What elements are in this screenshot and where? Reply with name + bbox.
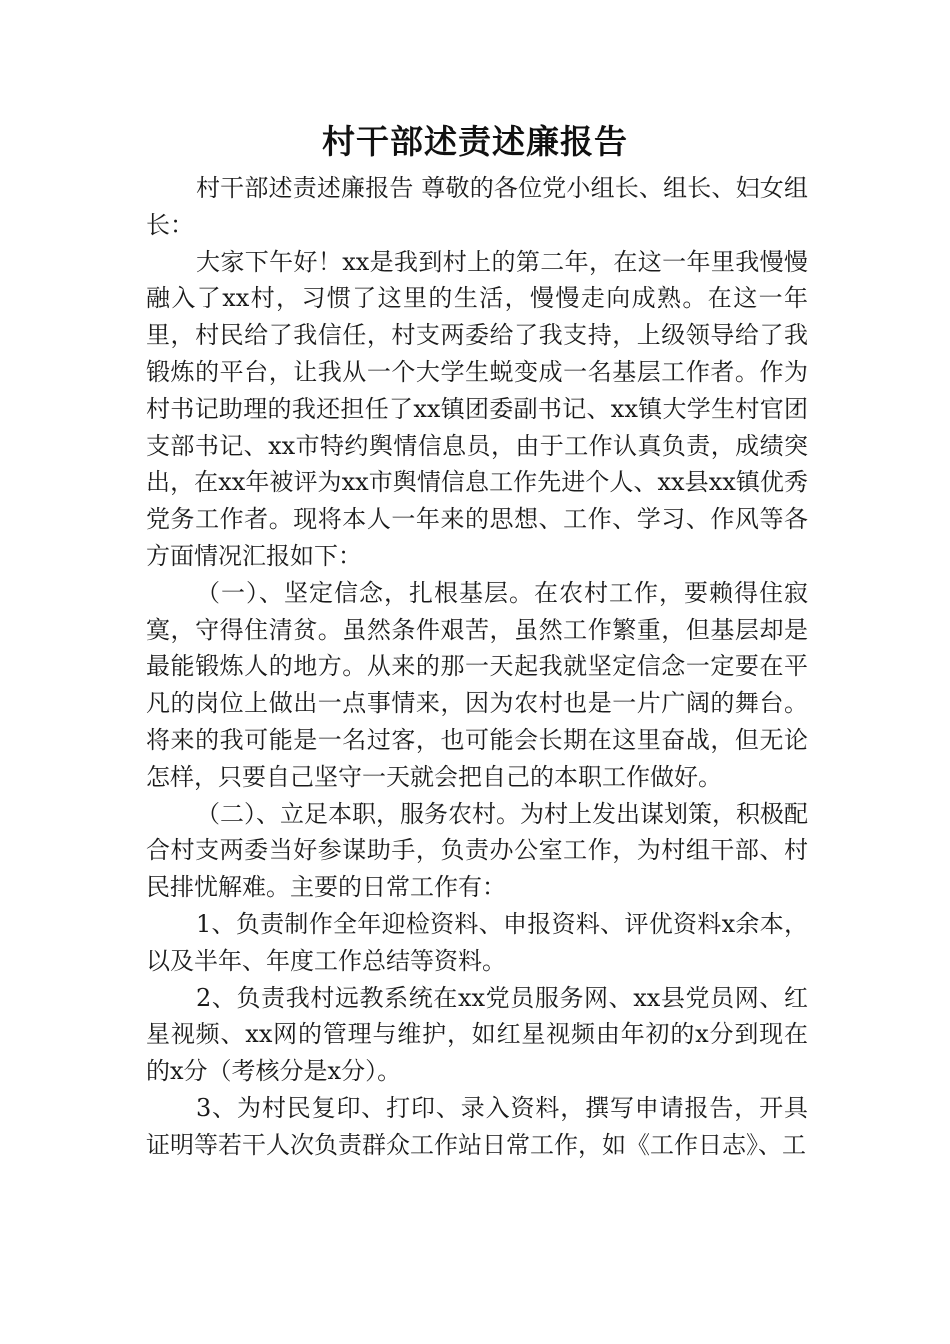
paragraph-item-1: 1、负责制作全年迎检资料、申报资料、评优资料x余本，以及半年、年度工作总结等资料。 — [146, 909, 808, 975]
paragraph-item-2: 2、负责我村远教系统在xx党员服务网、xx县党员网、红星视频、xx网的管理与维护，如红星视频由年初的x分到现在的x分（考核分是x分）。 — [146, 983, 808, 1086]
paragraph-section-two: （二）、立足本职，服务农村。为村上发出谋划策，积极配合村支两委当好参谋助手，负责办公室工作，为村组干部、村民排忧解难。主要的日常工作有： — [146, 799, 808, 902]
paragraph-greeting: 村干部述责述廉报告 尊敬的各位党小组长、组长、妇女组长： — [146, 174, 808, 239]
paragraph-item-3: 3、为村民复印、打印、录入资料，撰写申请报告，开具证明等若干人次负责群众工作站日常工作，如《工作日志》、工 — [146, 1093, 808, 1159]
paragraph-section-one: （一）、坚定信念，扎根基层。在农村工作，要赖得住寂寞，守得住清贫。虽然条件艰苦，虽然工作繁重，但基层却是最能锻炼人的地方。从来的那一天起我就坚定信念一定要在平凡的岗位上做出一点事情来，因为农村也是一片广阔的舞台。将来的我可能是一名过客，也可能会长期在这里奋战，但无论怎样，只要自己坚守一天就会把自己的本职工作做好。 — [146, 578, 808, 791]
document-body — [146, 170, 808, 1164]
document-title: 村干部述责述廉报告 — [322, 122, 628, 161]
paragraph-introduction: 大家下午好！xx是我到村上的第二年，在这一年里我慢慢融入了xx村，习惯了这里的生活，慢慢走向成熟。在这一年里，村民给了我信任，村支两委给了我支持，上级领导给了我锻炼的平台，让我从一个大学生蜕变成一名基层工作者。作为村书记助理的我还担任了xx镇团委副书记、xx镇大学生村官团支部书记、xx市特约舆情信息员，由于工作认真负责，成绩突出，在xx年被评为xx市舆情信息工作先进个人、xx县xx镇优秀党务工作者。现将本人一年来的思想、工作、学习、作风等各方面情况汇报如下： — [146, 247, 808, 570]
